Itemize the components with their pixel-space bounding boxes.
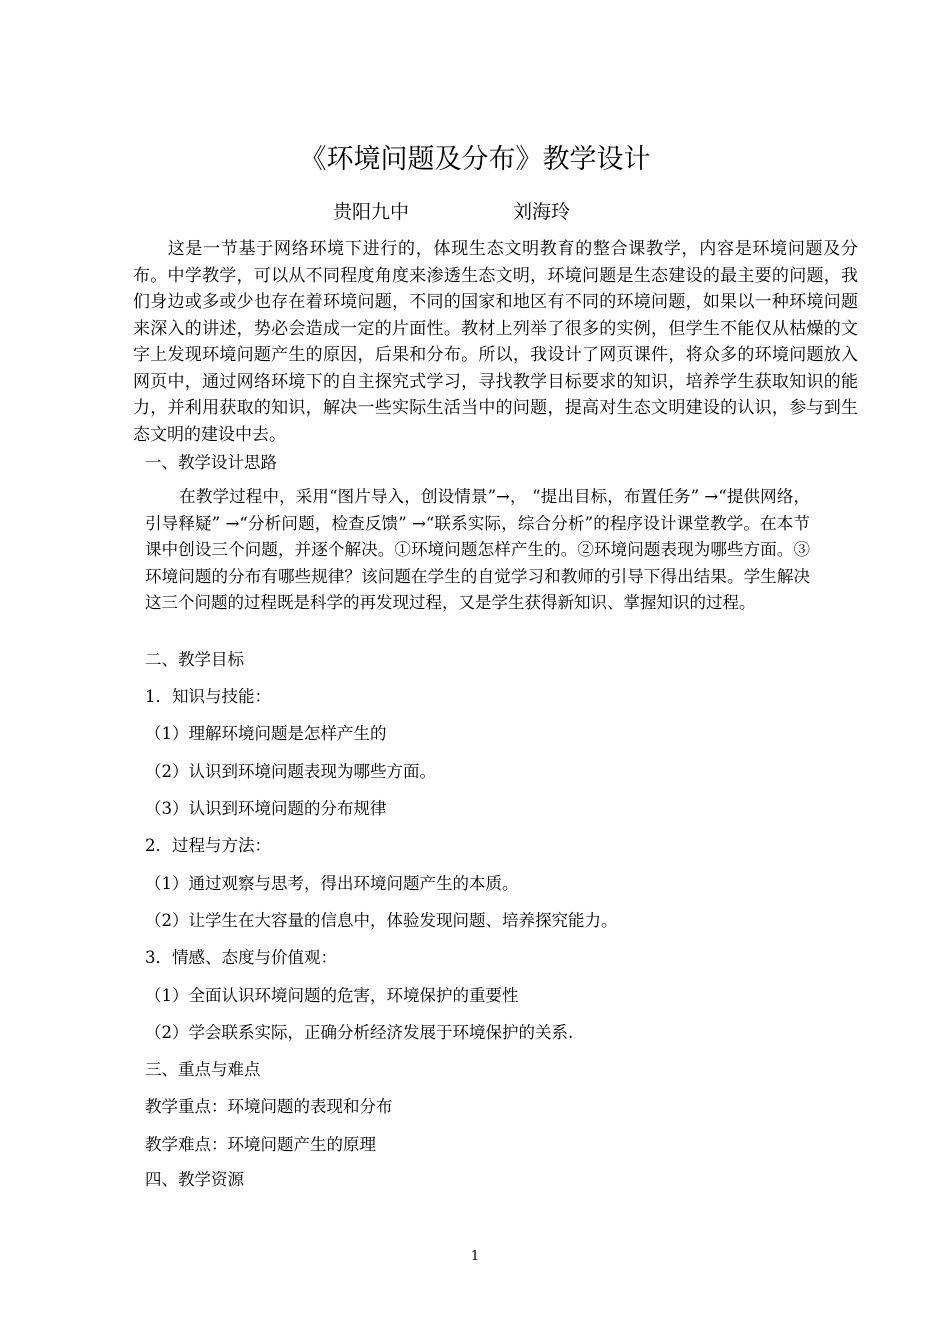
section3-heading: 三、重点与难点: [145, 1060, 261, 1079]
goal1-item-1: （1）理解环境问题是怎样产生的: [145, 724, 387, 743]
goal1-item-3: （3）认识到环境问题的分布规律: [145, 799, 387, 818]
document-title: 《环境问题及分布》教学设计: [299, 144, 651, 175]
intro-text: 这是一节基于网络环境下进行的，体现生态文明教育的整合课教学，内容是环境问题及分布。中学教学，可以从不同程度角度来渗透生态文明，环境问题是生态建设的最主要的问题，我们身边或多或少也存在着环境问题，不同的国家和地区有不同的环境问题，如果以一种环境问题来深入的讲述，势必会造成一定的片面性。教材上列举了很多的实例，但学生不能仅从枯燥的文字上发现环境问题产生的原因，后果和分布。所以，我设计了网页课件，将众多的环境问题放入网页中，通过网络环境下的自主探究式学习，寻找教学目标要求的知识，培养学生获取知识的能力，并利用获取的知识，解决一些实际生活当中的问题，提高对生态文明建设的认识，参与到生态文明的建设中去。: [133, 239, 858, 445]
school-name: 贵阳九中: [333, 201, 410, 223]
page-number: 1: [470, 1249, 480, 1264]
section1-body-text: 在教学过程中，采用“图片导入，创设情景”→， “提出目标，布置任务” →“提供网络，引导释疑” →“分析问题，检查反馈” →“联系实际，综合分析”的程序设计课堂教学。在本节课中创设三个问题，并逐个解决。①环境问题怎样产生的。②环境问题表现为哪些方面。③环境问题的分布有哪些规律？该问题在学生的自觉学习和教师的引导下得出结果。学生解决这三个问题的过程既是科学的再发现过程，又是学生获得新知识、掌握知识的过程。: [145, 487, 810, 612]
key-point: 教学重点：环境问题的表现和分布: [145, 1097, 393, 1116]
goal2-item-2: （2）让学生在大容量的信息中，体验发现问题、培养探究能力。: [145, 911, 618, 930]
goal2-item-1: （1）通过观察与思考，得出环境问题产生的本质。: [145, 874, 519, 893]
goal2-heading: 2．过程与方法：: [145, 836, 271, 855]
section1-heading: 一、教学设计思路: [145, 453, 277, 472]
author-name: 刘海玲: [513, 201, 571, 223]
difficulty-point: 教学难点：环境问题产生的原理: [145, 1135, 376, 1154]
section2-heading: 二、教学目标: [145, 650, 244, 669]
goal3-item-1: （1）全面认识环境问题的危害，环境保护的重要性: [145, 986, 519, 1005]
goal3-item-2: （2）学会联系实际，正确分析经济发展于环境保护的关系.: [145, 1023, 574, 1042]
goal3-heading: 3．情感、态度与价值观：: [145, 948, 337, 967]
goal1-item-2: （2）认识到环境问题表现为哪些方面。: [145, 762, 436, 781]
goal1-heading: 1．知识与技能：: [145, 687, 271, 706]
section4-heading: 四、教学资源: [145, 1170, 244, 1189]
author-line: [0, 197, 950, 227]
section1-body: [145, 484, 810, 617]
intro-paragraph: [133, 236, 858, 448]
